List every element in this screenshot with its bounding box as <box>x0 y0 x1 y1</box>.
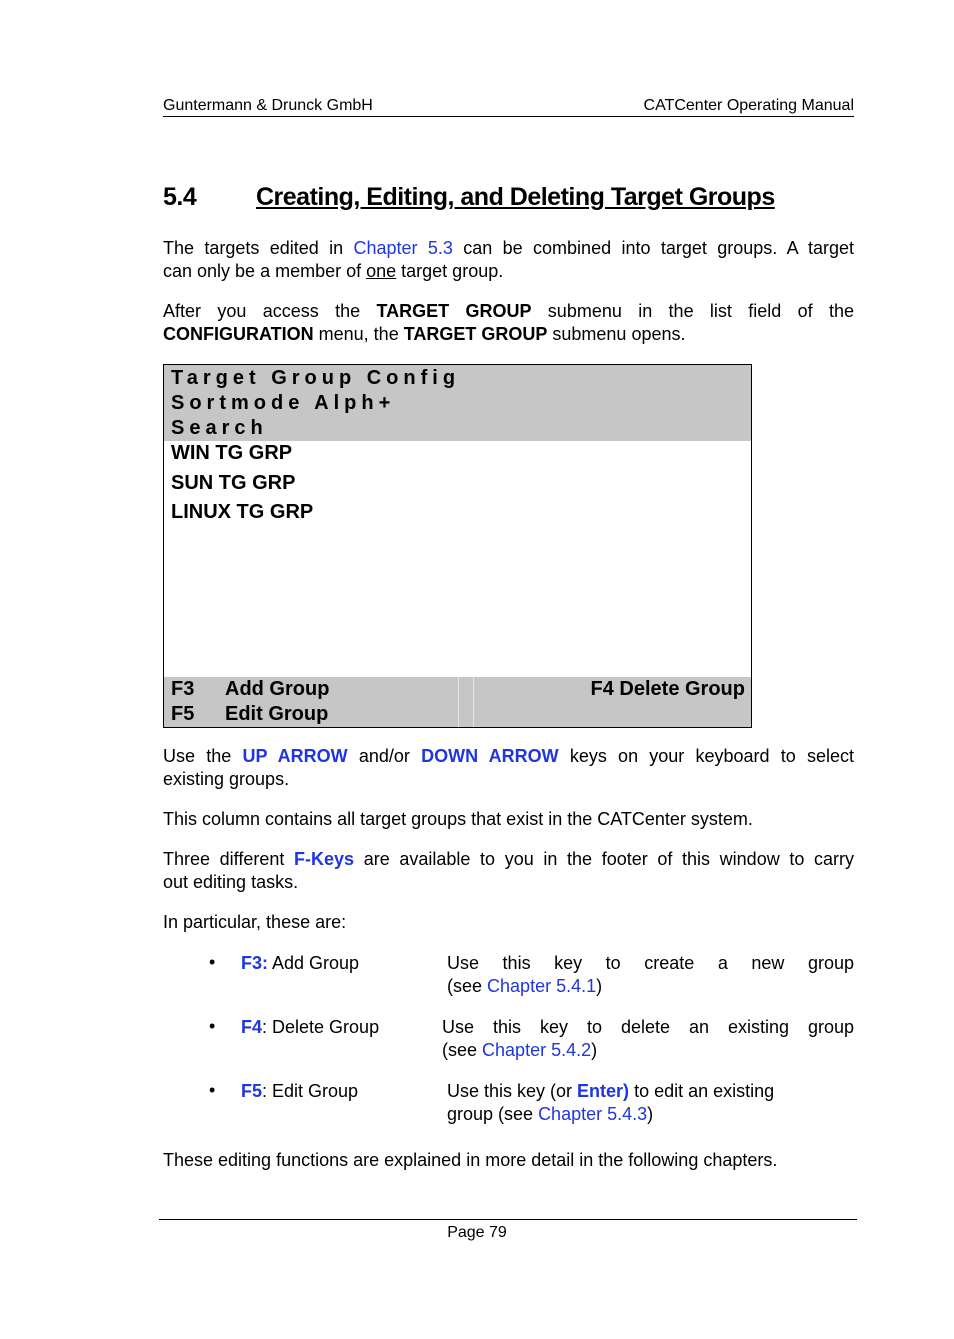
chapter-link[interactable]: Chapter 5.4.3 <box>538 1104 648 1124</box>
header-company: Guntermann & Drunck GmbH <box>163 97 373 114</box>
arrow-keys-paragraph: Use the UP ARROW and/or DOWN ARROW keys on your keyboard to select existing groups. <box>163 746 855 789</box>
bullet-f5-label: F5: Edit Group <box>241 1081 359 1101</box>
list-item[interactable]: SUN TG GRP <box>171 472 296 494</box>
footer-divider <box>458 677 474 727</box>
sortmode-field[interactable]: Sortmode Alph+ <box>171 392 396 414</box>
section-title: Creating, Editing, and Deleting Target Groups <box>256 183 775 211</box>
intro-paragraph: The targets edited in Chapter 5.3 can be combined into target groups. A target can only be a member of one target group. <box>163 238 854 281</box>
header-manual-title: CATCenter Operating Manual <box>643 97 854 114</box>
add-group-action[interactable]: Add Group <box>225 678 330 700</box>
column-paragraph: This column contains all target groups that exist in the CATCenter system. <box>163 809 753 829</box>
edit-group-action[interactable]: Edit Group <box>225 703 329 725</box>
bullet-f4-label: F4: Delete Group <box>241 1017 380 1037</box>
chapter-link[interactable]: Chapter 5.4.2 <box>482 1040 592 1060</box>
chapter-link[interactable]: Chapter 5.4.1 <box>487 976 597 996</box>
delete-group-action[interactable]: F4 Delete Group <box>590 678 745 700</box>
page-number: Page 79 <box>447 1224 507 1241</box>
search-field[interactable]: Search <box>171 417 268 439</box>
chapter-link[interactable]: Chapter 5.3 <box>353 238 453 258</box>
f3-key[interactable]: F3 <box>171 678 195 700</box>
list-item[interactable]: LINUX TG GRP <box>171 501 314 523</box>
bullet-dot: • <box>209 1080 216 1100</box>
page-header <box>163 97 854 117</box>
access-paragraph: After you access the TARGET GROUP submenu in the list field of the CONFIGURATION menu, the TARGET GROUP submenu opens. <box>163 301 854 344</box>
screen-title: Target Group Config <box>171 367 461 389</box>
screen-footer <box>164 677 751 727</box>
screen-header <box>164 365 751 441</box>
list-item[interactable]: WIN TG GRP <box>171 442 293 464</box>
target-group-config-screen <box>163 364 752 728</box>
bullet-f4-description: Use this key to delete an existing group (see Chapter 5.4.2) <box>442 1017 854 1060</box>
particular-paragraph: In particular, these are: <box>163 912 347 932</box>
fkeys-paragraph: Three different F-Keys are available to you in the footer of this window to carry out editing tasks. <box>163 849 854 892</box>
closing-paragraph: These editing functions are explained in more detail in the following chapters. <box>163 1150 778 1170</box>
bullet-f3-label: F3: Add Group <box>241 953 360 973</box>
bullet-dot: • <box>209 952 216 972</box>
bullet-f3-description: Use this key to create a new group (see Chapter 5.4.1) <box>447 953 854 996</box>
f5-key[interactable]: F5 <box>171 703 195 725</box>
footer-divider-line <box>159 1219 857 1220</box>
bullet-f5-description: Use this key (or Enter) to edit an existing group (see Chapter 5.4.3) <box>447 1081 775 1124</box>
bullet-dot: • <box>209 1016 216 1036</box>
section-number: 5.4 <box>163 183 197 211</box>
